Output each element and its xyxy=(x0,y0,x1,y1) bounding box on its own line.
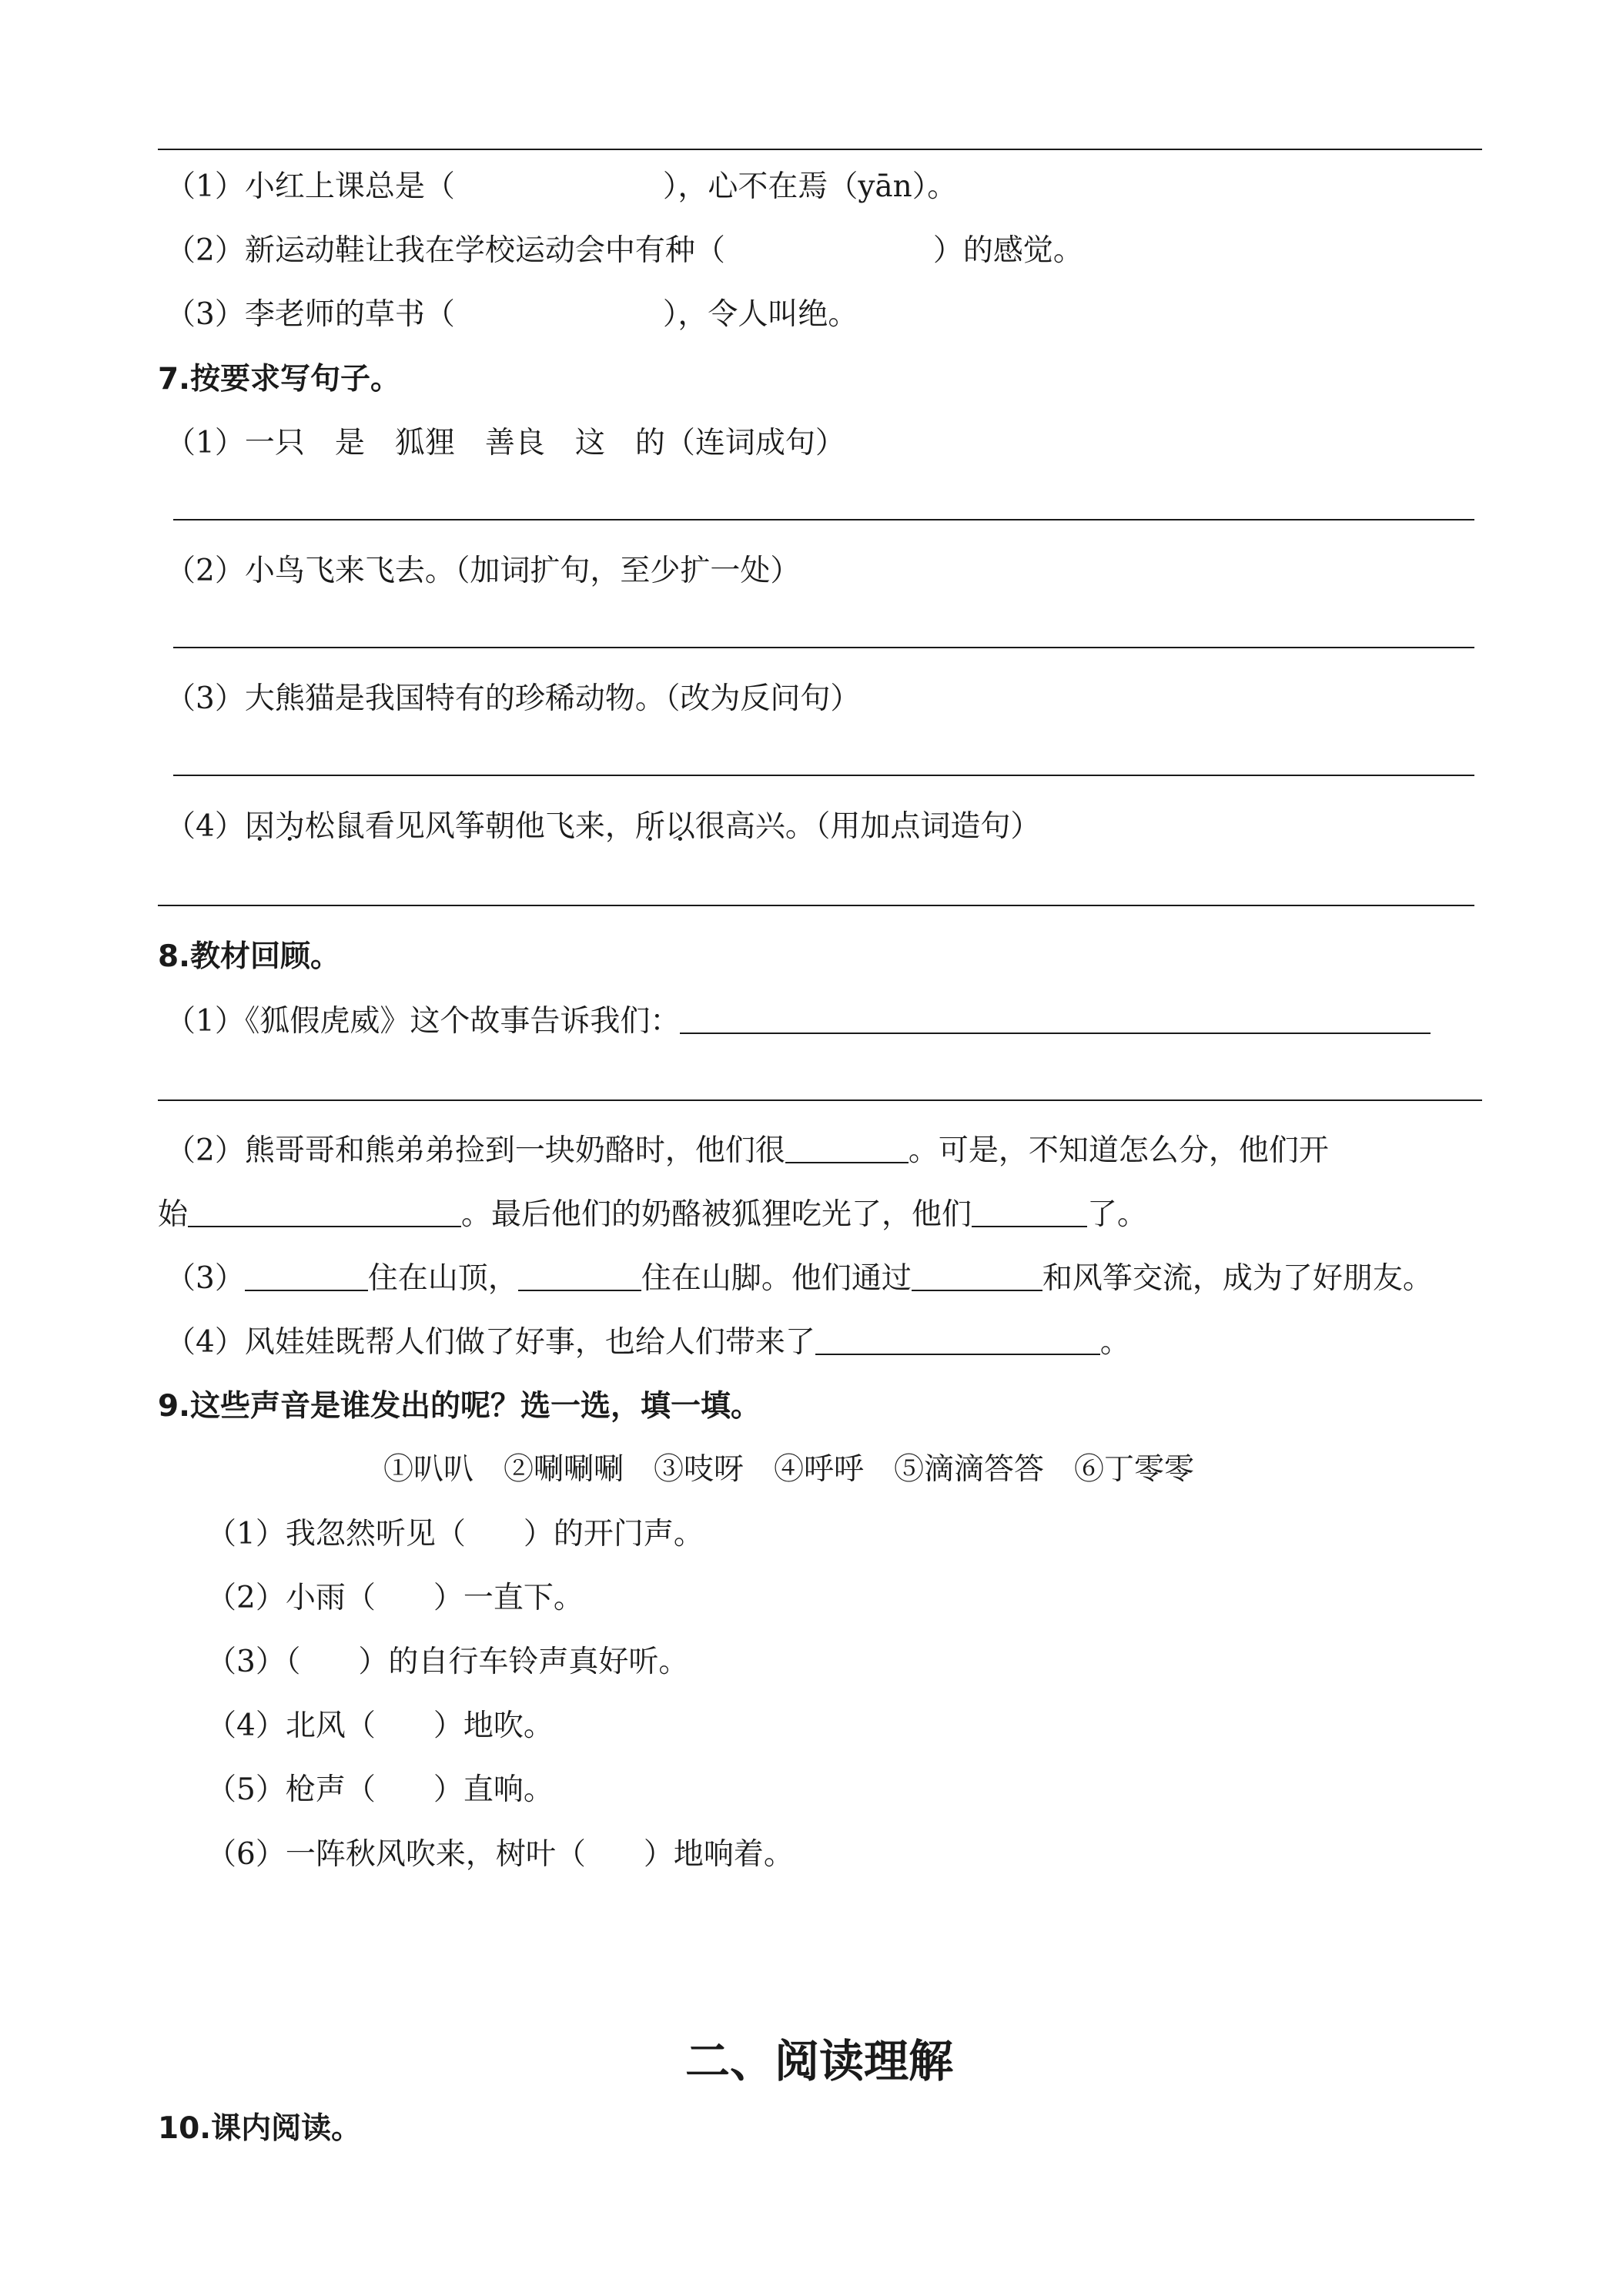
answer-blank[interactable] xyxy=(815,1326,1100,1355)
answer-blank[interactable] xyxy=(972,1198,1087,1227)
q8-sentence-4: （4）风娃娃既帮人们做了好事，也给人们带来了 。 xyxy=(166,1325,1130,1360)
q8-sentence-1: （1）《狐假虎威》这个故事告诉我们： xyxy=(166,1002,1431,1041)
q9-sentence-3: （3）（ ）的自行车铃声真好听。 xyxy=(206,1645,689,1679)
q9-sentence-6: （6）一阵秋风吹来，树叶（ ）地响着。 xyxy=(206,1837,794,1872)
answer-blank[interactable] xyxy=(680,1005,1431,1034)
q8-sentence-2a: （2）熊哥哥和熊弟弟捡到一块奶酪时，他们很 。可是，不知道怎么分，他们开 xyxy=(166,1133,1329,1168)
top-rule xyxy=(158,149,1482,150)
q7-sentence-3: （3）大熊猫是我国特有的珍稀动物。（改为反问句） xyxy=(166,681,861,716)
answer-blank[interactable] xyxy=(785,1134,909,1163)
emphasis-dot-char: 以 xyxy=(664,809,695,844)
emphasis-dot-char: 因 xyxy=(244,809,275,844)
q9-heading: 9.这些声音是谁发出的呢？选一选，填一填。 xyxy=(158,1389,761,1424)
q7-sentence-1: （1）一只 是 狐狸 善良 这 的（连词成句） xyxy=(166,426,845,460)
q9-options: ①叭叭 ②唰唰唰 ③吱呀 ④呼呼 ⑤滴滴答答 ⑥丁零零 xyxy=(383,1452,1195,1487)
q10-heading: 10.课内阅读。 xyxy=(158,2111,362,2146)
q8-sentence-2b: 始 。最后他们的奶酪被狐狸吃光了，他们 了。 xyxy=(158,1197,1148,1232)
q7-sentence-2: （2）小鸟飞来飞去。（加词扩句，至少扩一处） xyxy=(166,554,801,588)
q6-sentence-3: （3）李老师的草书（ ），令人叫绝。 xyxy=(166,297,858,332)
q7-sentence-4: （4）因为松鼠看见风筝朝他飞来，所以很高兴。（用加点词造句） xyxy=(166,809,1041,844)
q9-sentence-1: （1）我忽然听见（ ）的开门声。 xyxy=(206,1517,704,1551)
q6-sentence-1: （1）小红上课总是（ ），心不在焉（yān）。 xyxy=(166,169,958,204)
q7-answer-line-3[interactable] xyxy=(173,775,1474,776)
q7-answer-line-1[interactable] xyxy=(173,519,1474,520)
q8-heading: 8.教材回顾。 xyxy=(158,939,340,974)
q8-sentence-3: （3） 住在山顶， 住在山脚。他们通过 和风筝交流，成为了好朋友。 xyxy=(166,1261,1433,1296)
answer-blank[interactable] xyxy=(188,1198,461,1227)
answer-blank[interactable] xyxy=(245,1262,368,1291)
q7-answer-line-4[interactable] xyxy=(158,905,1474,906)
q9-sentence-4: （4）北风（ ）地吹。 xyxy=(206,1709,554,1743)
answer-blank[interactable] xyxy=(912,1262,1042,1291)
q7-answer-line-2[interactable] xyxy=(173,647,1474,648)
section-title: 二、阅读理解 xyxy=(685,2035,954,2087)
q9-sentence-2: （2）小雨（ ）一直下。 xyxy=(206,1581,584,1615)
q7-heading: 7.按要求写句子。 xyxy=(158,362,400,397)
emphasis-dot-char: 为 xyxy=(274,809,305,844)
emphasis-dot-char: 所 xyxy=(634,809,665,844)
q8-answer-line[interactable] xyxy=(158,1099,1482,1101)
answer-blank[interactable] xyxy=(518,1262,641,1291)
q9-sentence-5: （5）枪声（ ）直响。 xyxy=(206,1772,554,1807)
q6-sentence-2: （2）新运动鞋让我在学校运动会中有种（ ）的感觉。 xyxy=(166,233,1083,268)
